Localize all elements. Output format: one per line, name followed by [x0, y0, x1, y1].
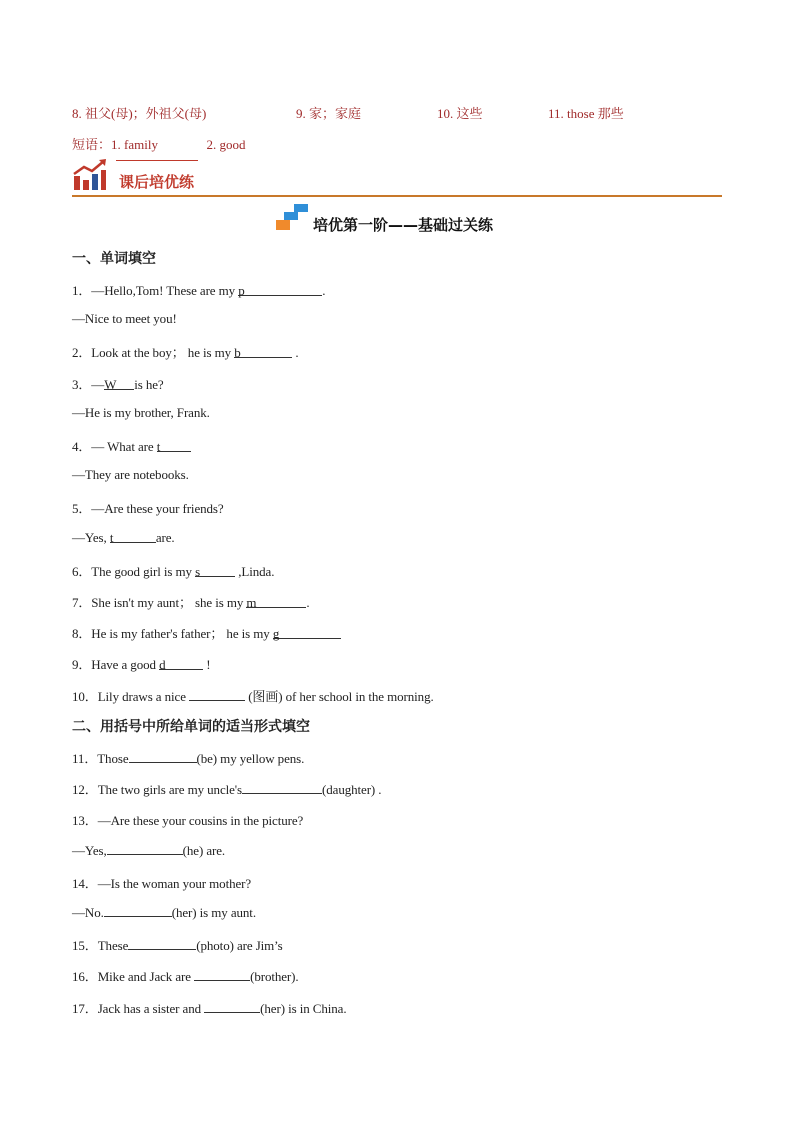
- answer-blank[interactable]: [194, 968, 250, 981]
- question-line: [72, 374, 164, 393]
- question-suffix: !: [203, 657, 211, 673]
- answer-blank[interactable]: [195, 564, 235, 577]
- question-text: —Yes,: [72, 842, 107, 858]
- answer-blank[interactable]: [110, 530, 156, 543]
- answer-blank[interactable]: [104, 377, 134, 390]
- question-text: 17．Jack has a sister and: [72, 1000, 205, 1016]
- question-line: [72, 561, 274, 580]
- bar-chart-icon: [72, 158, 108, 192]
- question-suffix: are.: [155, 529, 175, 545]
- question-line: [72, 498, 224, 517]
- question-line: [72, 405, 210, 421]
- question-text: 16．Mike and Jack are: [72, 969, 195, 985]
- answer-11: 11. those 那些: [548, 106, 624, 121]
- question-suffix: ,Linda.: [235, 563, 275, 579]
- question-text: —Yes,: [72, 529, 110, 545]
- section2-heading: 二、用括号中所给单词的适当形式填空: [72, 719, 310, 735]
- question-suffix: .: [322, 283, 326, 298]
- question-suffix: .: [306, 595, 310, 610]
- question-suffix: (图画) of her school in the morning.: [245, 688, 434, 704]
- question-suffix: (brother).: [250, 969, 299, 985]
- answer-8: 8. 祖父(母)；外祖父(母): [72, 106, 207, 121]
- phrases-label: 短语：: [72, 137, 112, 152]
- answer-blank[interactable]: [189, 688, 245, 701]
- answer-blank[interactable]: [157, 439, 191, 452]
- answer-blank[interactable]: [238, 283, 322, 296]
- answer-blank[interactable]: [242, 781, 322, 794]
- hint-letter: p: [238, 283, 245, 298]
- question-text: 12．The two girls are my uncle's: [72, 782, 243, 798]
- hint-letter: d: [159, 657, 166, 673]
- hint-letter: g: [272, 626, 280, 642]
- question-line: [72, 592, 310, 611]
- answer-blank[interactable]: [272, 626, 341, 642]
- question-line: [72, 654, 210, 673]
- answer-blank[interactable]: [234, 345, 292, 361]
- answer-blank[interactable]: [129, 750, 197, 763]
- phrase-1: 1. family: [111, 137, 158, 152]
- question-line: [72, 280, 325, 299]
- question-line: [72, 810, 303, 829]
- question-text: 3．—: [72, 376, 105, 392]
- question-line: [72, 998, 346, 1017]
- question-text: —Nice to meet you!: [72, 311, 177, 327]
- question-text: 5．—Are these your friends?: [72, 501, 224, 517]
- answer-blank[interactable]: [104, 904, 172, 917]
- answer-blank[interactable]: [107, 842, 183, 855]
- stairs-icon: [276, 204, 310, 230]
- answer-10: 10. 这些: [437, 106, 483, 121]
- answer-blank[interactable]: [159, 657, 203, 673]
- question-suffix: (her) is in China.: [260, 1000, 347, 1016]
- hint-letter: W: [104, 376, 117, 392]
- section1-heading: 一、单词填空: [72, 251, 156, 267]
- question-text: 7．She isn't my aunt； she is my: [72, 595, 247, 610]
- question-line: [72, 467, 189, 483]
- question-text: —He is my brother, Frank.: [72, 404, 210, 420]
- question-suffix: (he) are.: [182, 842, 226, 858]
- hint-letter: t: [156, 439, 161, 454]
- header-rule: [72, 195, 722, 197]
- answer-blank[interactable]: [128, 937, 196, 950]
- question-text: 15．These: [72, 938, 129, 954]
- hint-letter: m: [246, 595, 257, 610]
- question-line: [72, 779, 381, 798]
- question-text: 10．Lily draws a nice: [72, 688, 190, 704]
- answer-blank[interactable]: [246, 595, 306, 608]
- question-suffix: (be) my yellow pens.: [196, 751, 305, 766]
- header-overline: [116, 160, 198, 161]
- question-line: [72, 436, 191, 455]
- answer-blank[interactable]: [204, 1000, 260, 1013]
- question-text: —They are notebooks.: [72, 467, 189, 483]
- question-suffix: (photo) are Jim’s: [196, 938, 283, 954]
- question-suffix: is he?: [134, 376, 164, 392]
- question-text: 2．Look at the boy； he is my: [72, 345, 235, 361]
- question-line: [72, 686, 434, 705]
- question-text: 4．— What are: [72, 439, 157, 454]
- question-line: [72, 842, 225, 859]
- question-suffix: (daughter) .: [322, 782, 382, 798]
- question-line: [72, 342, 299, 361]
- hint-letter: s: [195, 563, 201, 579]
- question-line: [72, 904, 256, 921]
- question-line: [72, 530, 175, 546]
- answer-9: 9. 家；家庭: [296, 106, 362, 121]
- question-line: [72, 311, 177, 327]
- question-text: 6．The good girl is my: [72, 563, 196, 579]
- question-line: [72, 935, 283, 954]
- question-suffix: .: [292, 345, 299, 361]
- question-line: [72, 873, 251, 892]
- question-suffix: (her) is my aunt.: [171, 905, 256, 920]
- question-text: —No.: [72, 905, 104, 920]
- question-text: 1．—Hello,Tom! These are my: [72, 283, 239, 298]
- hint-letter: b: [234, 345, 241, 361]
- question-text: 8．He is my father's father； he is my: [72, 626, 273, 642]
- question-text: 14．—Is the woman your mother?: [72, 875, 252, 891]
- stage-title: 培优第一阶——基础过关练: [313, 216, 494, 234]
- question-text: 9．Have a good: [72, 657, 160, 673]
- phrase-2: 2. good: [206, 137, 246, 152]
- question-line: [72, 748, 304, 767]
- section-header-title: 课后培优练: [119, 173, 195, 191]
- phrases-row: [72, 134, 245, 153]
- question-line: [72, 623, 341, 642]
- hint-letter: t: [109, 529, 114, 545]
- question-line: [72, 966, 299, 985]
- question-text: 13．—Are these your cousins in the picture?: [72, 813, 304, 829]
- question-text: 11．Those: [72, 751, 129, 766]
